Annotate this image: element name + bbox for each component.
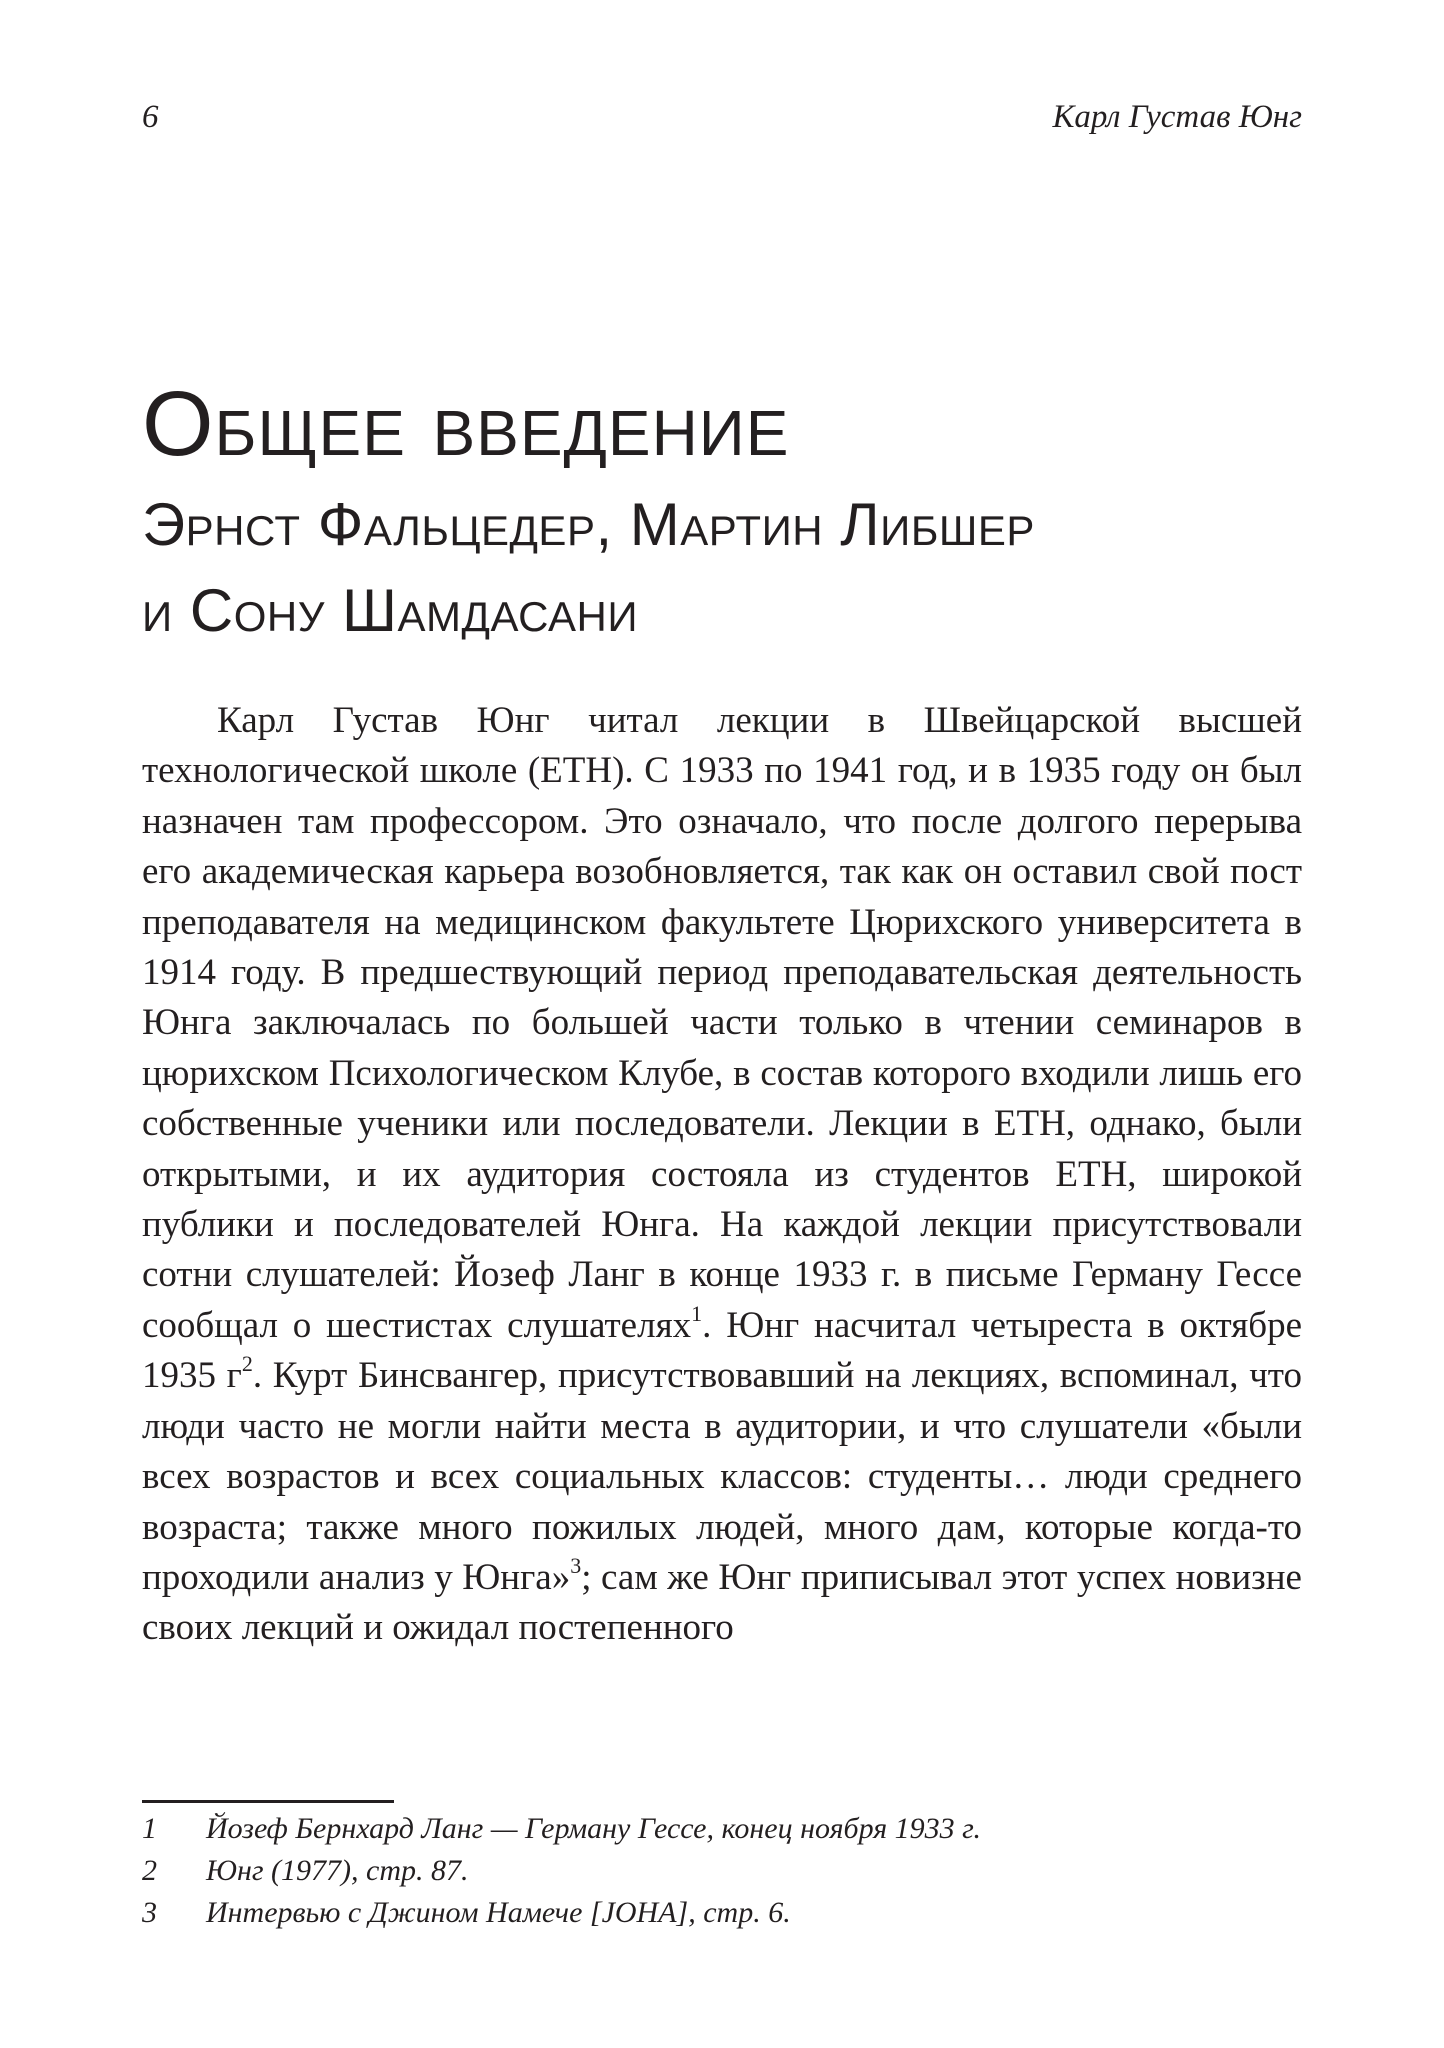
- body-segment-4: ; сам же Юнг приписывал этот успех новизне своих лекций и ожидал постепенного: [142, 1556, 1302, 1649]
- footnote-text: Йозеф Бернхард Ланг — Герману Гессе, конец ноября 1933 г.: [206, 1812, 981, 1845]
- body-paragraph: [142, 696, 1302, 1654]
- footnote-item: [142, 1808, 1302, 1850]
- chapter-authors-line-1: Эрнст Фальцедер, Мартин Либшер: [142, 491, 1035, 558]
- footnote-number: 2: [142, 1854, 157, 1887]
- body-segment-1: Карл Густав Юнг читал лекции в Швейцарской высшей технологической школе (ETH). С 1933 по 1941 год, и в 1935 году он был назначен там профессором. Это означало, что после долгого перерыва его академическая карьера возобновляется, так как он оставил свой пост преподавателя на медицинском факультете Цюрихского университета в 1914 году. В предшествующий период преподавательская деятельность Юнга заключалась по большей части только в чтении семинаров в цюрихском Психологическом Клубе, в состав которого входили лишь его собственные ученики или последователи. Лекции в ETH, однако, были открытыми, и их аудитория состояла из студентов ETH, широкой публики и последователей Юнга. На каждой лекции присутствовали сотни слушателей: Йозеф Ланг в конце 1933 г. в письме Герману Гессе сообщал о шестистах слушателях: [142, 700, 1302, 1346]
- chapter-authors: [142, 482, 1302, 654]
- footnote-number: 1: [142, 1812, 157, 1845]
- footnote-number: 3: [142, 1896, 157, 1929]
- footnote-text: Интервью с Джином Намече [JOHA], стр. 6.: [206, 1896, 791, 1929]
- footnote-ref-1: 1: [691, 1300, 703, 1326]
- running-title: Карл Густав Юнг: [1052, 99, 1302, 135]
- footnote-ref-3: 3: [570, 1552, 582, 1578]
- footnote-ref-2: 2: [241, 1351, 253, 1377]
- body-segment-3: . Курт Бинсвангер, присутствовавший на лекциях, вспоминал, что люди часто не могли найти места в аудитории, и что слушатели «были всех возрастов и всех социальных классов: студенты… люди среднего возраста; также много пожилых людей, много дам, которые когда-то проходили анализ у Юнга»: [142, 1355, 1302, 1598]
- body-segment-2: . Юнг насчитал четыреста в октябре 1935 г: [142, 1304, 1302, 1397]
- body-text: [142, 696, 1302, 1654]
- running-head: [142, 92, 1302, 142]
- chapter-title: Общее введение: [142, 373, 790, 475]
- chapter-heading: [142, 370, 1302, 654]
- page-number: 6: [142, 99, 159, 135]
- footnotes: [142, 1808, 1302, 1934]
- footnote-item: [142, 1850, 1302, 1892]
- footnote-text: Юнг (1977), стр. 87.: [206, 1854, 469, 1887]
- footnote-item: [142, 1892, 1302, 1934]
- footnote-divider: [142, 1800, 394, 1803]
- chapter-authors-line-2: и Сону Шамдасани: [142, 577, 639, 644]
